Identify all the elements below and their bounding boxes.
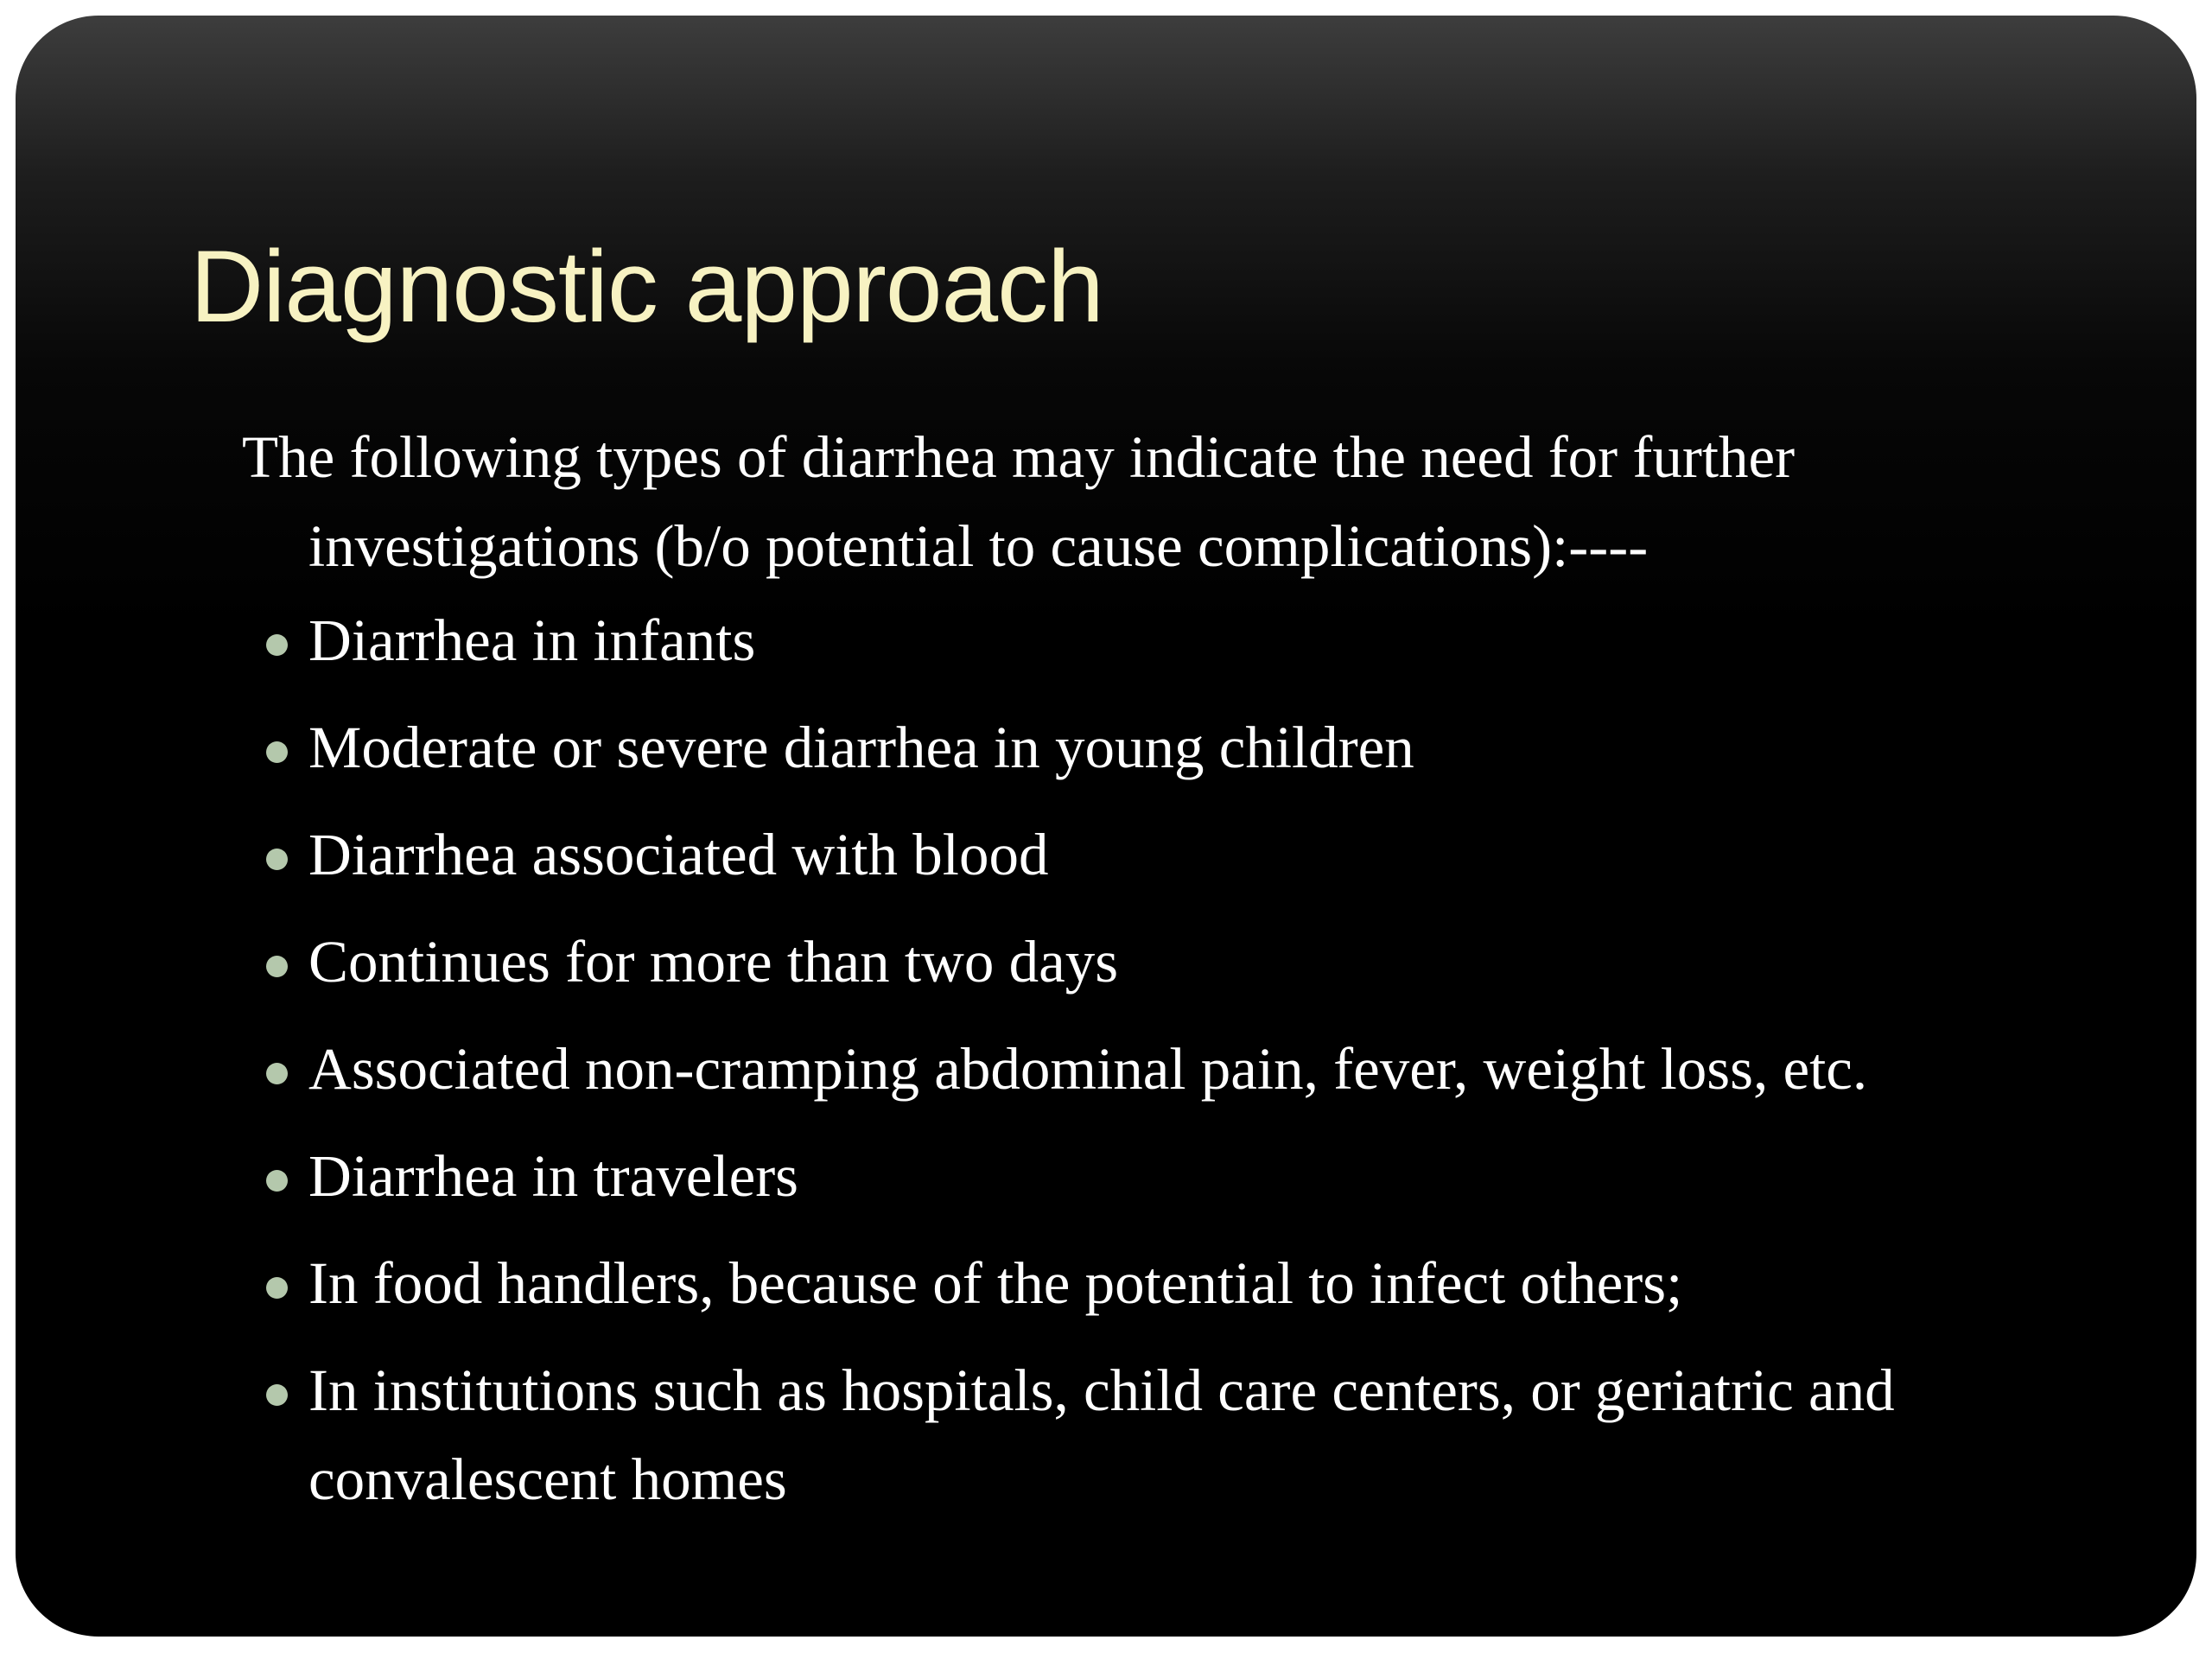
bullet-item: [242, 1239, 2108, 1328]
bullet-dot-icon: [266, 1384, 288, 1406]
bullet-text: Continues for more than two days: [308, 929, 1119, 995]
bullet-item: [242, 918, 2108, 1007]
bullet-dot-icon: [266, 634, 288, 656]
bullet-text: Associated non-cramping abdominal pain, fever, weight loss, etc.: [308, 1036, 1868, 1102]
bullet-dot-icon: [266, 1170, 288, 1192]
intro-paragraph: The following types of diarrhea may indicate the need for further investigations (b/o potential to cause complications):----: [242, 424, 1796, 579]
bullet-item: [242, 1132, 2108, 1221]
bullet-dot-icon: [266, 849, 288, 870]
slide: [16, 16, 2196, 1637]
bullet-text: Diarrhea in travelers: [308, 1143, 799, 1209]
bullet-text: Diarrhea associated with blood: [308, 822, 1049, 887]
bullet-item: [242, 1346, 2108, 1524]
bullet-text: In institutions such as hospitals, child care centers, or geriatric and convalescent homes: [308, 1357, 1895, 1512]
bullet-text: In food handlers, because of the potential to infect others;: [308, 1250, 1683, 1316]
bullet-dot-icon: [266, 1063, 288, 1084]
slide-content: [242, 413, 2108, 1524]
bullet-item: [242, 703, 2108, 792]
bullet-text: Diarrhea in infants: [308, 607, 756, 673]
bullet-list: [242, 596, 2108, 1524]
bullet-text: Moderate or severe diarrhea in young children: [308, 715, 1414, 780]
bullet-dot-icon: [266, 741, 288, 763]
bullet-item: [242, 810, 2108, 899]
bullet-dot-icon: [266, 956, 288, 977]
bullet-item: [242, 596, 2108, 685]
slide-title: Diagnostic approach: [190, 230, 1103, 344]
bullet-item: [242, 1025, 2108, 1114]
bullet-dot-icon: [266, 1277, 288, 1299]
